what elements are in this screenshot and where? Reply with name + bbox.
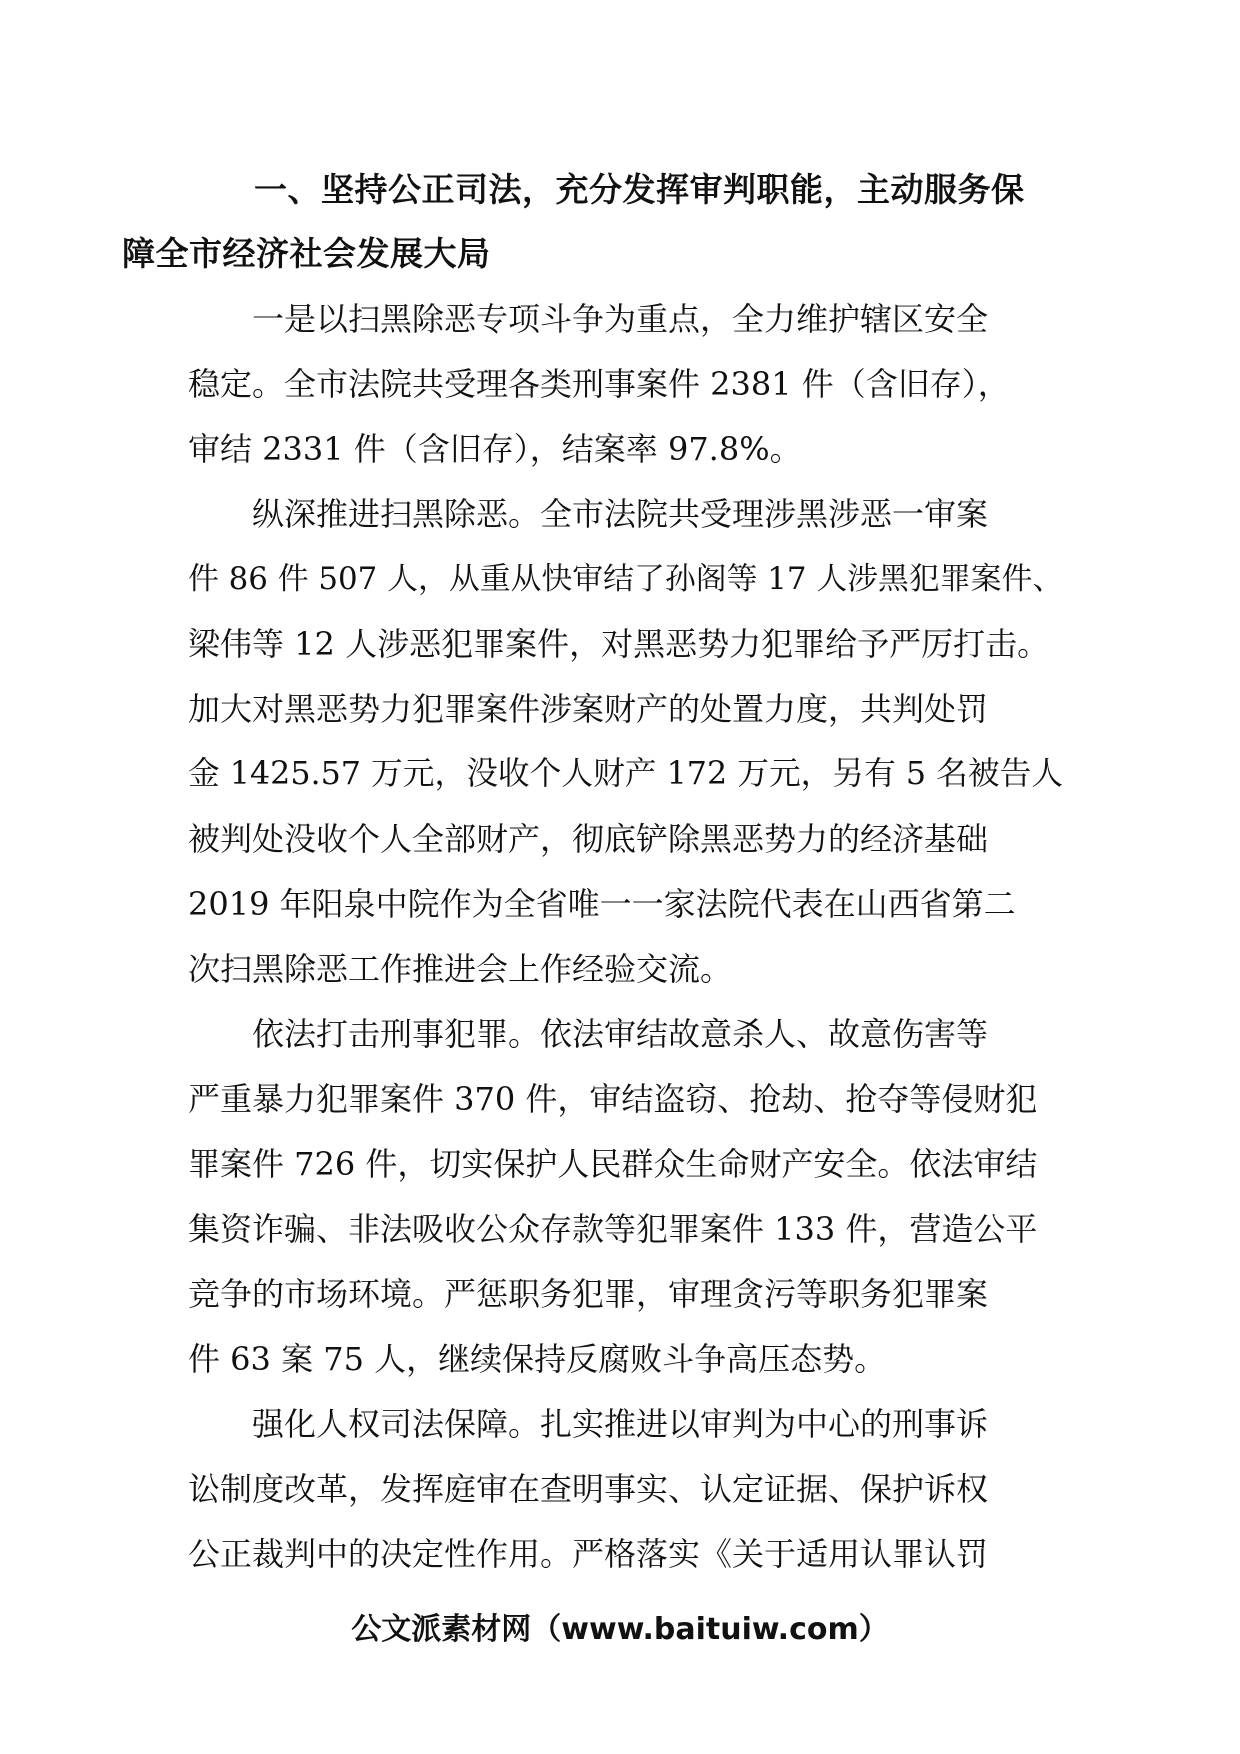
text-line: 纵深推进扫黑除恶。全市法院共受理涉黑涉恶一审案: [252, 495, 989, 533]
text-line: 审结 2331 件（含旧存），结案率 97.8%。: [188, 430, 802, 468]
text-line: 依法打击刑事犯罪。依法审结故意杀人、故意伤害等: [252, 1015, 989, 1053]
text-line: 稳定。全市法院共受理各类刑事案件 2381 件（含旧存），: [188, 365, 1010, 403]
text-line: 金 1425.57 万元，没收个人财产 172 万元，另有 5 名被告人: [188, 756, 1064, 792]
document-body: [122, 158, 1068, 1587]
text-line: 讼制度改革，发挥庭审在查明事实、认定证据、保护诉权: [188, 1470, 989, 1508]
text-line: 强化人权司法保障。扎实推进以审判为中心的刑事诉: [252, 1405, 989, 1443]
paragraph-anti-crime: [188, 482, 1068, 1002]
paragraph-human-rights: [188, 1392, 1068, 1587]
watermark-footer: 公文派素材网（www.baituiw.com）: [351, 1612, 889, 1647]
text-line: 件 63 案 75 人，继续保持反腐败斗争高压态势。: [188, 1340, 887, 1378]
text-line: 罪案件 726 件，切实保护人民群众生命财产安全。依法审结: [188, 1145, 1038, 1183]
text-line: 梁伟等 12 人涉恶犯罪案件，对黑恶势力犯罪给予严厉打击。: [188, 625, 1050, 663]
section-heading: [122, 158, 1068, 286]
text-line: 加大对黑恶势力犯罪案件涉案财产的处置力度，共判处罚: [188, 690, 989, 728]
text-line: 集资诈骗、非法吸收公众存款等犯罪案件 133 件，营造公平: [188, 1210, 1038, 1248]
text-line: 2019 年阳泉中院作为全省唯一一家法院代表在山西省第二: [188, 885, 1016, 923]
text-line: 竞争的市场环境。严惩职务犯罪，审理贪污等职务犯罪案: [188, 1275, 989, 1313]
text-line: 一是以扫黑除恶专项斗争为重点，全力维护辖区安全: [252, 300, 989, 338]
text-line: 公正裁判中的决定性作用。严格落实《关于适用认罪认罚: [188, 1535, 989, 1573]
section-heading-line-2: 障全市经济社会发展大局: [122, 234, 491, 273]
text-line: 严重暴力犯罪案件 370 件，审结盗窃、抢劫、抢夺等侵财犯: [188, 1080, 1038, 1118]
text-line: 被判处没收个人全部财产，彻底铲除黑恶势力的经济基础: [188, 820, 989, 858]
section-heading-line-1: 一、坚持公正司法，充分发挥审判职能，主动服务保: [254, 170, 1025, 209]
paragraph-criminal-crackdown: [188, 1002, 1068, 1392]
text-line: 件 86 件 507 人，从重从快审结了孙阁等 17 人涉黑犯罪案件、: [188, 561, 1064, 597]
paragraph-overview: [188, 287, 1068, 482]
text-line: 次扫黑除恶工作推进会上作经验交流。: [188, 950, 733, 988]
